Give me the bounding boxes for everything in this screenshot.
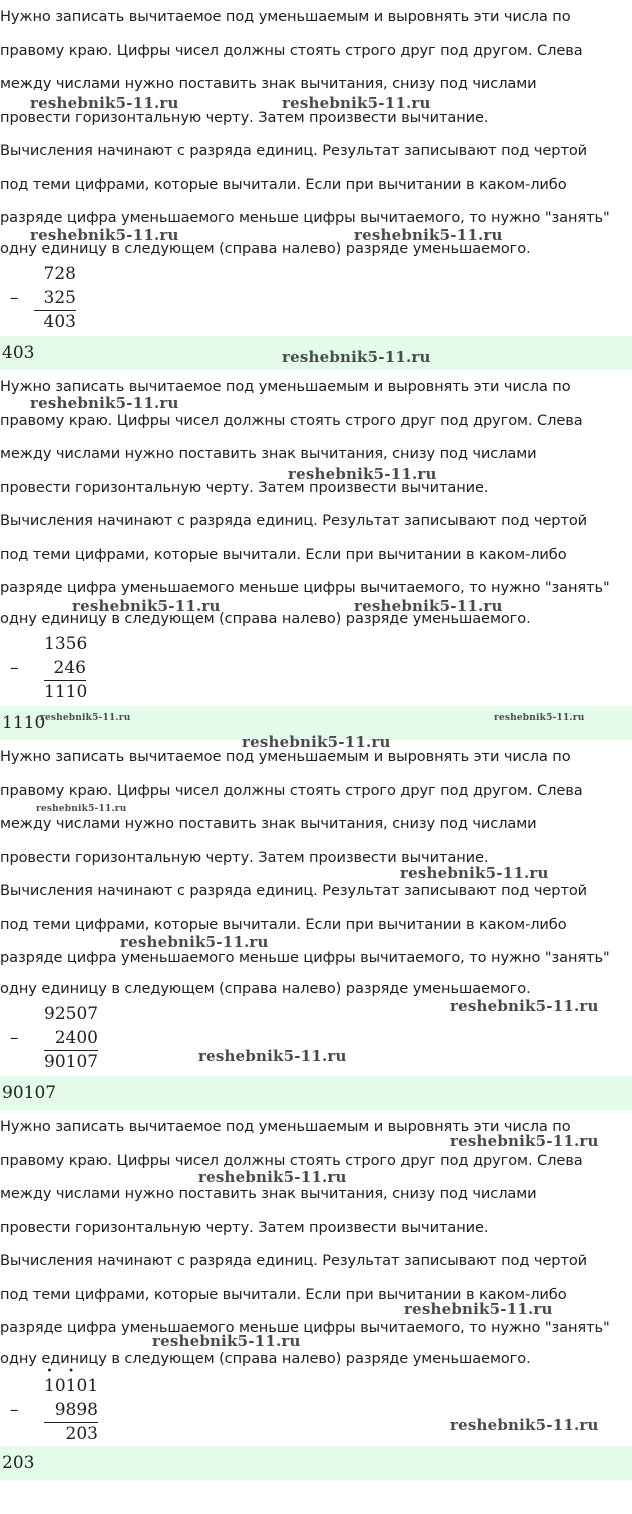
explanation-line: между числами нужно поставить знак вычитания, снизу под числами <box>0 445 537 462</box>
minuend: 1356 <box>44 634 88 654</box>
minuend-digit: 0 <box>76 1376 88 1396</box>
explanation-line: Вычисления начинают с разряда единиц. Результат записывают под чертой <box>0 142 588 159</box>
watermark: reshebnik5-11.ru <box>120 933 269 951</box>
minus-sign: – <box>10 1028 19 1048</box>
explanation-line: разряде цифра уменьшаемого меньше цифры вычитаемого, то нужно "занять" <box>0 209 610 226</box>
watermark: reshebnik5-11.ru <box>40 713 131 723</box>
watermark: reshebnik5-11.ru <box>288 465 437 483</box>
explanation-line: одну единицу в следующем (справа налево) разряде уменьшаемого. <box>0 1350 531 1367</box>
answer-bar: 203 <box>0 1446 632 1480</box>
explanation-line: Нужно записать вычитаемое под уменьшаемым и выровнять эти числа по <box>0 748 571 765</box>
watermark: reshebnik5-11.ru <box>450 997 599 1015</box>
watermark: reshebnik5-11.ru <box>30 394 179 412</box>
explanation-line: Нужно записать вычитаемое под уменьшаемым и выровнять эти числа по <box>0 8 571 25</box>
answer-bar: 90107 <box>0 1076 632 1110</box>
watermark: reshebnik5-11.ru <box>198 1047 347 1065</box>
subtrahend: 9898 <box>44 1398 98 1423</box>
explanation-line: правому краю. Цифры чисел должны стоять строго друг под другом. Слева <box>0 412 583 429</box>
explanation-line: под теми цифрами, которые вычитали. Если при вычитании в каком-либо <box>0 916 567 933</box>
minuend-digit: • 1 <box>44 1376 55 1396</box>
difference: 1110 <box>44 682 88 702</box>
watermark: reshebnik5-11.ru <box>354 597 503 615</box>
watermark: reshebnik5-11.ru <box>72 597 221 615</box>
explanation-line: правому краю. Цифры чисел должны стоять строго друг под другом. Слева <box>0 782 583 799</box>
explanation-line: провести горизонтальную черту. Затем произвести вычитание. <box>0 849 489 866</box>
watermark: reshebnik5-11.ru <box>36 804 127 814</box>
explanation-line: Нужно записать вычитаемое под уменьшаемым и выровнять эти числа по <box>0 1118 571 1135</box>
explanation-line: правому краю. Цифры чисел должны стоять строго друг под другом. Слева <box>0 1152 583 1169</box>
explanation-line: Вычисления начинают с разряда единиц. Результат записывают под чертой <box>0 882 588 899</box>
minuend-digit: 1 <box>87 1376 99 1396</box>
explanation-line: одну единицу в следующем (справа налево) разряде уменьшаемого. <box>0 980 531 997</box>
subtrahend: 2400 <box>44 1026 98 1051</box>
difference: 403 <box>43 312 76 332</box>
minus-sign: – <box>10 1400 19 1420</box>
subtrahend: 246 <box>44 656 86 681</box>
explanation-line: правому краю. Цифры чисел должны стоять строго друг под другом. Слева <box>0 42 583 59</box>
watermark: reshebnik5-11.ru <box>400 864 549 882</box>
subtrahend: 325 <box>34 286 76 311</box>
watermark: reshebnik5-11.ru <box>404 1300 553 1318</box>
minuend-digit: 0 <box>54 1376 66 1396</box>
watermark: reshebnik5-11.ru <box>242 733 391 751</box>
watermark: reshebnik5-11.ru <box>450 1132 599 1150</box>
minuend-digit: • 1 <box>66 1376 77 1396</box>
explanation-line: провести горизонтальную черту. Затем произвести вычитание. <box>0 109 489 126</box>
minuend <box>44 1374 98 1398</box>
explanation-line: под теми цифрами, которые вычитали. Если при вычитании в каком-либо <box>0 1286 567 1303</box>
explanation-line: разряде цифра уменьшаемого меньше цифры вычитаемого, то нужно "занять" <box>0 579 610 596</box>
explanation-line: Вычисления начинают с разряда единиц. Результат записывают под чертой <box>0 1252 588 1269</box>
watermark: reshebnik5-11.ru <box>30 226 179 244</box>
difference: 203 <box>65 1424 98 1444</box>
watermark: reshebnik5-11.ru <box>494 713 585 723</box>
explanation-line: между числами нужно поставить знак вычитания, снизу под числами <box>0 75 537 92</box>
watermark: reshebnik5-11.ru <box>282 348 431 366</box>
explanation-line: одну единицу в следующем (справа налево) разряде уменьшаемого. <box>0 240 531 257</box>
minus-sign: – <box>10 288 19 308</box>
watermark: reshebnik5-11.ru <box>282 94 431 112</box>
difference: 90107 <box>44 1052 99 1072</box>
watermark: reshebnik5-11.ru <box>354 226 503 244</box>
explanation-line: между числами нужно поставить знак вычитания, снизу под числами <box>0 815 537 832</box>
minuend: 728 <box>43 264 76 284</box>
explanation-line: под теми цифрами, которые вычитали. Если при вычитании в каком-либо <box>0 176 567 193</box>
explanation-line: между числами нужно поставить знак вычитания, снизу под числами <box>0 1185 537 1202</box>
minuend: 92507 <box>44 1004 99 1024</box>
explanation-line: разряде цифра уменьшаемого меньше цифры вычитаемого, то нужно "занять" <box>0 949 610 966</box>
answer-bar: 1110 <box>0 706 632 740</box>
explanation-line: одну единицу в следующем (справа налево) разряде уменьшаемого. <box>0 610 531 627</box>
watermark: reshebnik5-11.ru <box>30 94 179 112</box>
explanation-line: Нужно записать вычитаемое под уменьшаемым и выровнять эти числа по <box>0 378 571 395</box>
explanation-line: Вычисления начинают с разряда единиц. Результат записывают под чертой <box>0 512 588 529</box>
explanation-line: провести горизонтальную черту. Затем произвести вычитание. <box>0 1219 489 1236</box>
minus-sign: – <box>10 658 19 678</box>
watermark: reshebnik5-11.ru <box>198 1168 347 1186</box>
watermark: reshebnik5-11.ru <box>450 1416 599 1434</box>
watermark: reshebnik5-11.ru <box>152 1332 301 1350</box>
explanation-line: под теми цифрами, которые вычитали. Если при вычитании в каком-либо <box>0 546 567 563</box>
explanation-line: провести горизонтальную черту. Затем произвести вычитание. <box>0 479 489 496</box>
explanation-line: разряде цифра уменьшаемого меньше цифры вычитаемого, то нужно "занять" <box>0 1319 610 1336</box>
answer-bar: 403 <box>0 336 632 370</box>
